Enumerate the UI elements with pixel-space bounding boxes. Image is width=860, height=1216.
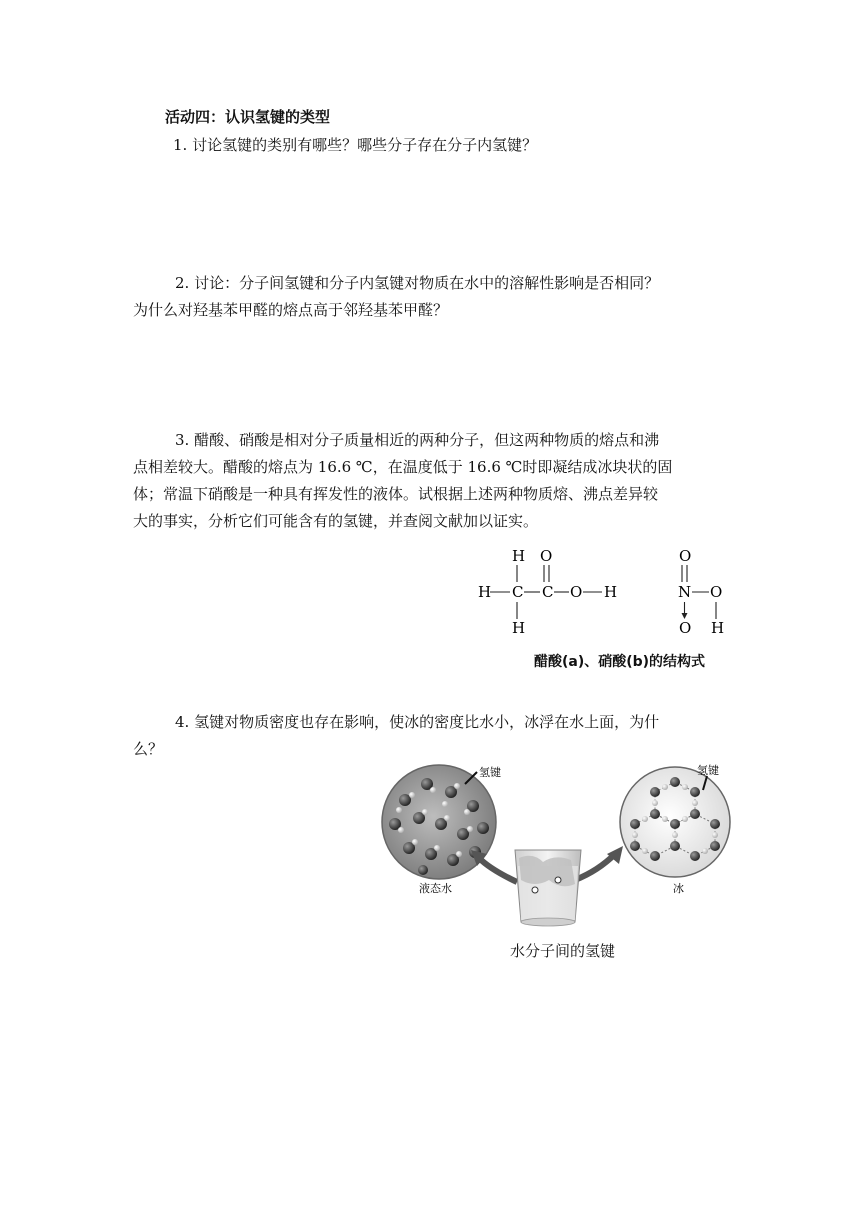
- water-hydrogen-bond-figure: [375, 762, 735, 932]
- structure-caption: 醋酸(a)、硝酸(b)的结构式: [534, 654, 706, 670]
- question-3-line-3: 体；常温下硝酸是一种具有挥发性的液体。试根据上述两种物质熔、沸点差异较: [133, 485, 659, 503]
- atom-o-hydroxyl: O: [570, 583, 583, 601]
- arrow-to-liquid: [479, 858, 517, 882]
- question-2: [133, 270, 733, 324]
- acetic-acid-structure: [470, 542, 630, 642]
- atom-h-bottom: H: [512, 619, 526, 637]
- label-hbond-left: 氢键: [479, 766, 501, 779]
- atom-h-hydroxyl: H: [604, 583, 618, 601]
- label-hbond-right: 氢键: [697, 764, 719, 777]
- question-1: 1. 讨论氢键的类别有哪些？哪些分子存在分子内氢键？: [173, 136, 538, 154]
- atom-c-methyl: C: [512, 583, 524, 601]
- atom-h: H: [711, 619, 725, 637]
- question-4-line-2: 么？: [133, 740, 164, 758]
- question-4-line-1: 4. 氢键对物质密度也存在影响，使冰的密度比水小，冰浮在水上面，为什: [175, 713, 660, 731]
- glass-of-water: [515, 850, 581, 926]
- question-3: [133, 427, 733, 535]
- question-2-line-1: 2. 讨论：分子间氢键和分子内氢键对物质在水中的溶解性影响是否相同？: [175, 274, 660, 292]
- question-3-line-2: 点相差较大。醋酸的熔点为 16.6 ℃，在温度低于 16.6 ℃时即凝结成冰块状的固: [133, 458, 673, 476]
- question-2-line-2: 为什么对羟基苯甲醛的熔点高于邻羟基苯甲醛？: [133, 301, 449, 319]
- question-3-line-1: 3. 醋酸、硝酸是相对分子质量相近的两种分子，但这两种物质的熔点和沸: [175, 431, 660, 449]
- water-figure-caption: 水分子间的氢键: [510, 942, 616, 960]
- question-4: [133, 709, 733, 763]
- arrow-to-ice: [575, 854, 615, 880]
- label-liquid-water: 液态水: [419, 882, 452, 895]
- atom-o-bottom: O: [679, 619, 692, 637]
- nitric-acid-structure: [670, 542, 740, 642]
- atom-n: N: [678, 583, 692, 601]
- atom-h-top: H: [512, 547, 526, 565]
- label-ice: 冰: [673, 882, 684, 895]
- atom-o-carbonyl: O: [540, 547, 553, 565]
- atom-o-right: O: [710, 583, 723, 601]
- activity-title: 活动四：认识氢键的类型: [165, 108, 331, 126]
- question-3-line-4: 大的事实，分析它们可能含有的氢键，并查阅文献加以证实。: [133, 512, 539, 530]
- atom-o-top: O: [679, 547, 692, 565]
- atom-c-carboxyl: C: [542, 583, 554, 601]
- atom-h-left: H: [478, 583, 492, 601]
